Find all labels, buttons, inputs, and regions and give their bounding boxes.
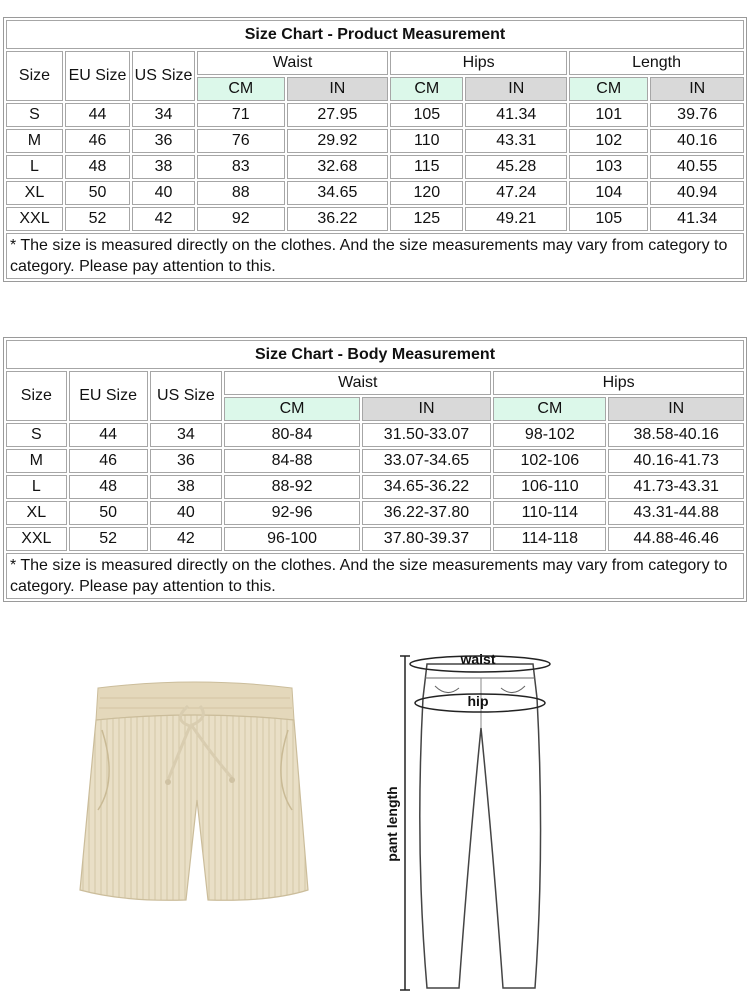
table-cell: 27.95 xyxy=(287,103,389,127)
table-cell: 103 xyxy=(569,155,648,179)
table-cell: 37.80-39.37 xyxy=(362,527,491,551)
eu-size-header: EU Size xyxy=(69,371,148,421)
table-cell: 96-100 xyxy=(224,527,359,551)
table-cell: 40.16-41.73 xyxy=(608,449,744,473)
length-in-header: IN xyxy=(650,77,744,101)
table-cell: 41.73-43.31 xyxy=(608,475,744,499)
length-header: Length xyxy=(569,51,744,75)
table-cell: 45.28 xyxy=(465,155,567,179)
table-cell: 115 xyxy=(390,155,463,179)
table-cell: 120 xyxy=(390,181,463,205)
table-cell: 41.34 xyxy=(650,207,744,231)
table-cell: M xyxy=(6,449,67,473)
body-chart-title: Size Chart - Body Measurement xyxy=(6,340,744,369)
table-cell: 33.07-34.65 xyxy=(362,449,491,473)
table-cell: 105 xyxy=(569,207,648,231)
pant-length-label: pant length xyxy=(384,786,400,862)
table-cell: 88-92 xyxy=(224,475,359,499)
table-cell: 102 xyxy=(569,129,648,153)
table-cell: 46 xyxy=(69,449,148,473)
table-cell: 43.31-44.88 xyxy=(608,501,744,525)
hips-cm-header: CM xyxy=(493,397,606,421)
table-cell: 50 xyxy=(65,181,130,205)
table-cell: 36.22 xyxy=(287,207,389,231)
table-cell: 52 xyxy=(65,207,130,231)
hips-in-header: IN xyxy=(608,397,744,421)
table-cell: 36 xyxy=(132,129,195,153)
table-cell: 38 xyxy=(132,155,195,179)
table-cell: 102-106 xyxy=(493,449,606,473)
table-row xyxy=(6,103,744,127)
table-cell: 34.65-36.22 xyxy=(362,475,491,499)
shorts-image xyxy=(40,670,340,940)
table-cell: 47.24 xyxy=(465,181,567,205)
table-cell: 48 xyxy=(65,155,130,179)
table-cell: 34.65 xyxy=(287,181,389,205)
table-cell: XL xyxy=(6,501,67,525)
table-cell: 76 xyxy=(197,129,284,153)
hips-header: Hips xyxy=(390,51,567,75)
table-cell: 34 xyxy=(132,103,195,127)
hips-header: Hips xyxy=(493,371,744,395)
table-cell: 39.76 xyxy=(650,103,744,127)
waist-label: waist xyxy=(460,651,496,667)
table-cell: 40 xyxy=(150,501,223,525)
table-cell: 49.21 xyxy=(465,207,567,231)
table-cell: XXL xyxy=(6,207,63,231)
table-cell: 44.88-46.46 xyxy=(608,527,744,551)
length-cm-header: CM xyxy=(569,77,648,101)
body-measurement-table xyxy=(3,337,747,602)
table-row xyxy=(6,475,744,499)
table-cell: 36 xyxy=(150,449,223,473)
table-cell: 48 xyxy=(69,475,148,499)
table-cell: S xyxy=(6,103,63,127)
table-row xyxy=(6,527,744,551)
table-cell: 50 xyxy=(69,501,148,525)
table-cell: 110-114 xyxy=(493,501,606,525)
waist-header: Waist xyxy=(197,51,388,75)
table-cell: 98-102 xyxy=(493,423,606,447)
table-cell: 38 xyxy=(150,475,223,499)
table-cell: 101 xyxy=(569,103,648,127)
table-cell: 83 xyxy=(197,155,284,179)
table-cell: 114-118 xyxy=(493,527,606,551)
table-cell: 92-96 xyxy=(224,501,359,525)
table-cell: 40 xyxy=(132,181,195,205)
waist-header: Waist xyxy=(224,371,491,395)
table-cell: 38.58-40.16 xyxy=(608,423,744,447)
hips-cm-header: CM xyxy=(390,77,463,101)
size-header: Size xyxy=(6,51,63,101)
table-cell: 42 xyxy=(150,527,223,551)
table-row xyxy=(6,129,744,153)
table-cell: 71 xyxy=(197,103,284,127)
product-chart-title: Size Chart - Product Measurement xyxy=(6,20,744,49)
table-cell: 40.16 xyxy=(650,129,744,153)
waist-cm-header: CM xyxy=(224,397,359,421)
table-cell: 41.34 xyxy=(465,103,567,127)
table-cell: 106-110 xyxy=(493,475,606,499)
hip-label: hip xyxy=(467,693,489,709)
table-cell: 44 xyxy=(65,103,130,127)
table-cell: 34 xyxy=(150,423,223,447)
table-cell: 80-84 xyxy=(224,423,359,447)
waist-in-header: IN xyxy=(287,77,389,101)
table-cell: 31.50-33.07 xyxy=(362,423,491,447)
table-row xyxy=(6,423,744,447)
table-cell: L xyxy=(6,475,67,499)
table-row xyxy=(6,501,744,525)
table-cell: 32.68 xyxy=(287,155,389,179)
waist-cm-header: CM xyxy=(197,77,284,101)
size-header: Size xyxy=(6,371,67,421)
body-chart-note: * The size is measured directly on the clothes. And the size measurements may vary from category to category. Please pay attention to this. xyxy=(6,553,744,599)
waist-in-header: IN xyxy=(362,397,491,421)
table-cell: XL xyxy=(6,181,63,205)
table-cell: M xyxy=(6,129,63,153)
table-cell: XXL xyxy=(6,527,67,551)
table-cell: 43.31 xyxy=(465,129,567,153)
table-row xyxy=(6,155,744,179)
table-row xyxy=(6,207,744,231)
table-cell: 84-88 xyxy=(224,449,359,473)
table-cell: 36.22-37.80 xyxy=(362,501,491,525)
us-size-header: US Size xyxy=(150,371,223,421)
table-cell: 92 xyxy=(197,207,284,231)
table-cell: 125 xyxy=(390,207,463,231)
table-cell: 110 xyxy=(390,129,463,153)
table-cell: S xyxy=(6,423,67,447)
table-cell: 52 xyxy=(69,527,148,551)
table-row xyxy=(6,181,744,205)
table-cell: 44 xyxy=(69,423,148,447)
table-cell: 46 xyxy=(65,129,130,153)
table-cell: 40.94 xyxy=(650,181,744,205)
product-chart-note: * The size is measured directly on the clothes. And the size measurements may vary from category to category. Please pay attention to this. xyxy=(6,233,744,279)
pants-measurement-diagram xyxy=(375,648,575,994)
table-cell: 42 xyxy=(132,207,195,231)
hips-in-header: IN xyxy=(465,77,567,101)
us-size-header: US Size xyxy=(132,51,195,101)
table-cell: 29.92 xyxy=(287,129,389,153)
table-cell: 105 xyxy=(390,103,463,127)
table-row xyxy=(6,449,744,473)
table-cell: 104 xyxy=(569,181,648,205)
table-cell: 88 xyxy=(197,181,284,205)
table-cell: 40.55 xyxy=(650,155,744,179)
table-cell: L xyxy=(6,155,63,179)
product-measurement-table xyxy=(3,17,747,282)
eu-size-header: EU Size xyxy=(65,51,130,101)
